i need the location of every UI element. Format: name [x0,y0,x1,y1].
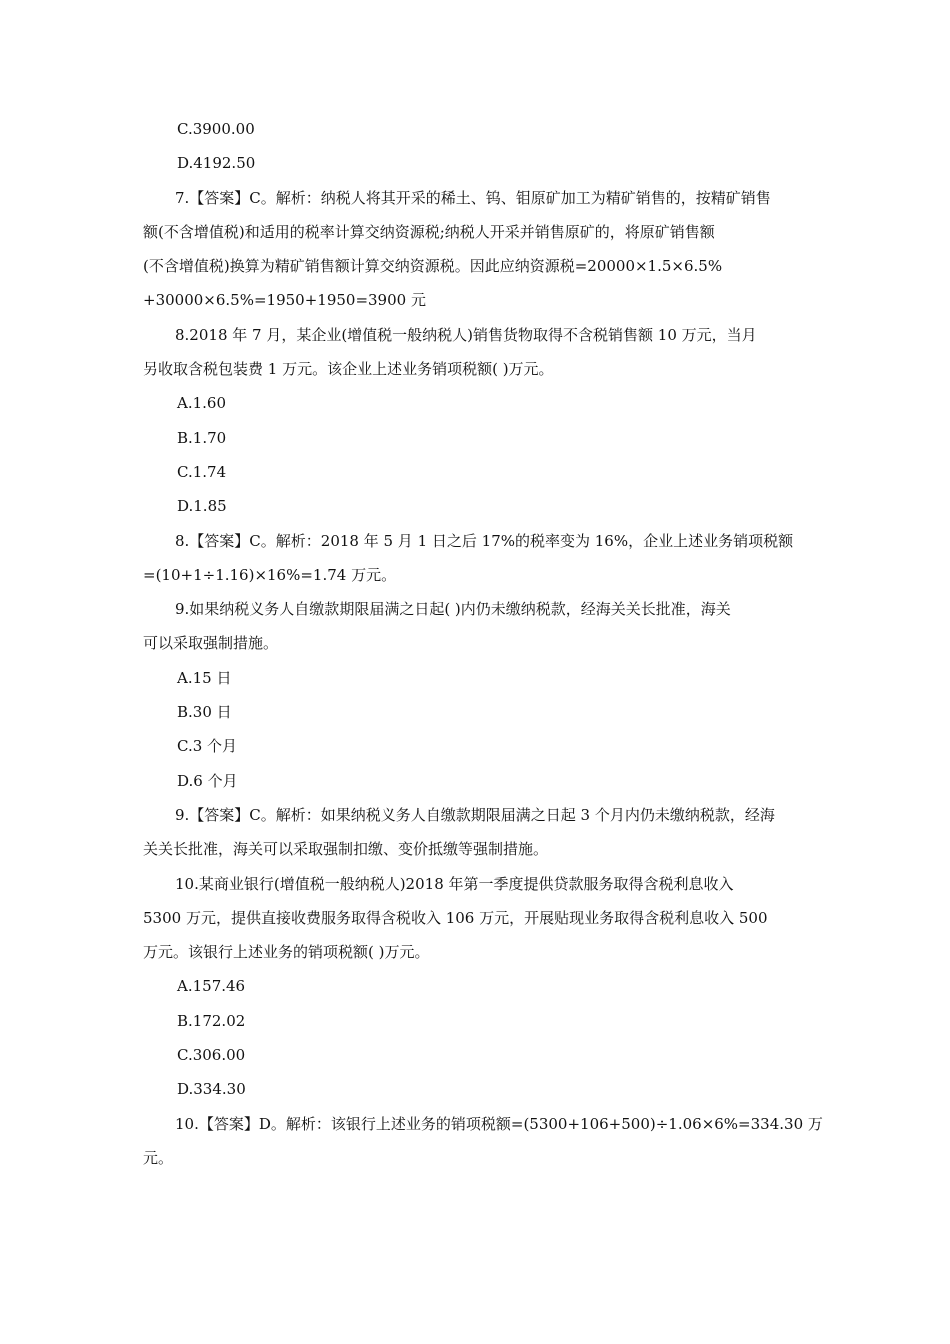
paragraph-line: =(10+1÷1.16)×16%=1.74 万元。 [143,565,397,584]
paragraph-first-line: 7.【答案】C。解析：纳税人将其开采的稀土、钨、钼原矿加工为精矿销售的，按精矿销售 [175,188,771,207]
paragraph-line: 万元。该银行上述业务的销项税额( )万元。 [143,943,430,962]
paragraph-line: 可以采取强制措施。 [143,634,279,653]
answer-option: A.1.60 [177,394,226,413]
answer-option: D.6 个月 [177,771,238,790]
paragraph-first-line: 8.2018 年 7 月，某企业(增值税一般纳税人)销售货物取得不含税销售额 10 万元，当月 [175,325,757,344]
answer-option: D.4192.50 [177,154,256,173]
paragraph-line: +30000×6.5%=1950+1950=3900 元 [143,291,426,310]
answer-option: D.1.85 [177,497,227,516]
answer-option: C.3900.00 [177,120,255,138]
paragraph-line: (不含增值税)换算为精矿销售额计算交纳资源税。因此应纳资源税=20000×1.5×6.5% [143,257,723,276]
answer-option: A.15 日 [177,668,232,687]
paragraph-first-line: 10.某商业银行(增值税一般纳税人)2018 年第一季度提供贷款服务取得含税利息收入 [175,874,734,893]
answer-option: D.334.30 [177,1080,246,1099]
answer-option: B.30 日 [177,703,232,722]
paragraph-line: 5300 万元，提供直接收费服务取得含税收入 106 万元，开展贴现业务取得含税利息收入 500 [143,908,768,927]
document-body [143,112,823,1175]
answer-option: A.157.46 [177,977,246,996]
answer-option: B.172.02 [177,1011,246,1030]
paragraph-line: 另收取含税包装费 1 万元。该企业上述业务销项税额( )万元。 [143,360,554,379]
paragraph-line: 额(不含增值税)和适用的税率计算交纳资源税;纳税人开采并销售原矿的，将原矿销售额 [143,222,715,241]
answer-option: C.3 个月 [177,737,238,756]
paragraph-first-line: 9.【答案】C。解析：如果纳税义务人自缴款期限届满之日起 3 个月内仍未缴纳税款，经海 [175,805,775,824]
paragraph-first-line: 8.【答案】C。解析：2018 年 5 月 1 日之后 17%的税率变为 16%，企业上述业务销项税额 [175,531,794,550]
answer-option: B.1.70 [177,428,227,447]
paragraph-first-line: 10.【答案】D。解析：该银行上述业务的销项税额=(5300+106+500)÷1.06×6%=334.30 万 [175,1114,823,1133]
answer-option: C.1.74 [177,462,227,481]
answer-option: C.306.00 [177,1046,246,1065]
paragraph-first-line: 9.如果纳税义务人自缴款期限届满之日起( )内仍未缴纳税款，经海关关长批准，海关 [175,600,731,619]
paragraph-line: 元。 [143,1148,174,1167]
paragraph-line: 关关长批准，海关可以采取强制扣缴、变价抵缴等强制措施。 [143,840,549,859]
